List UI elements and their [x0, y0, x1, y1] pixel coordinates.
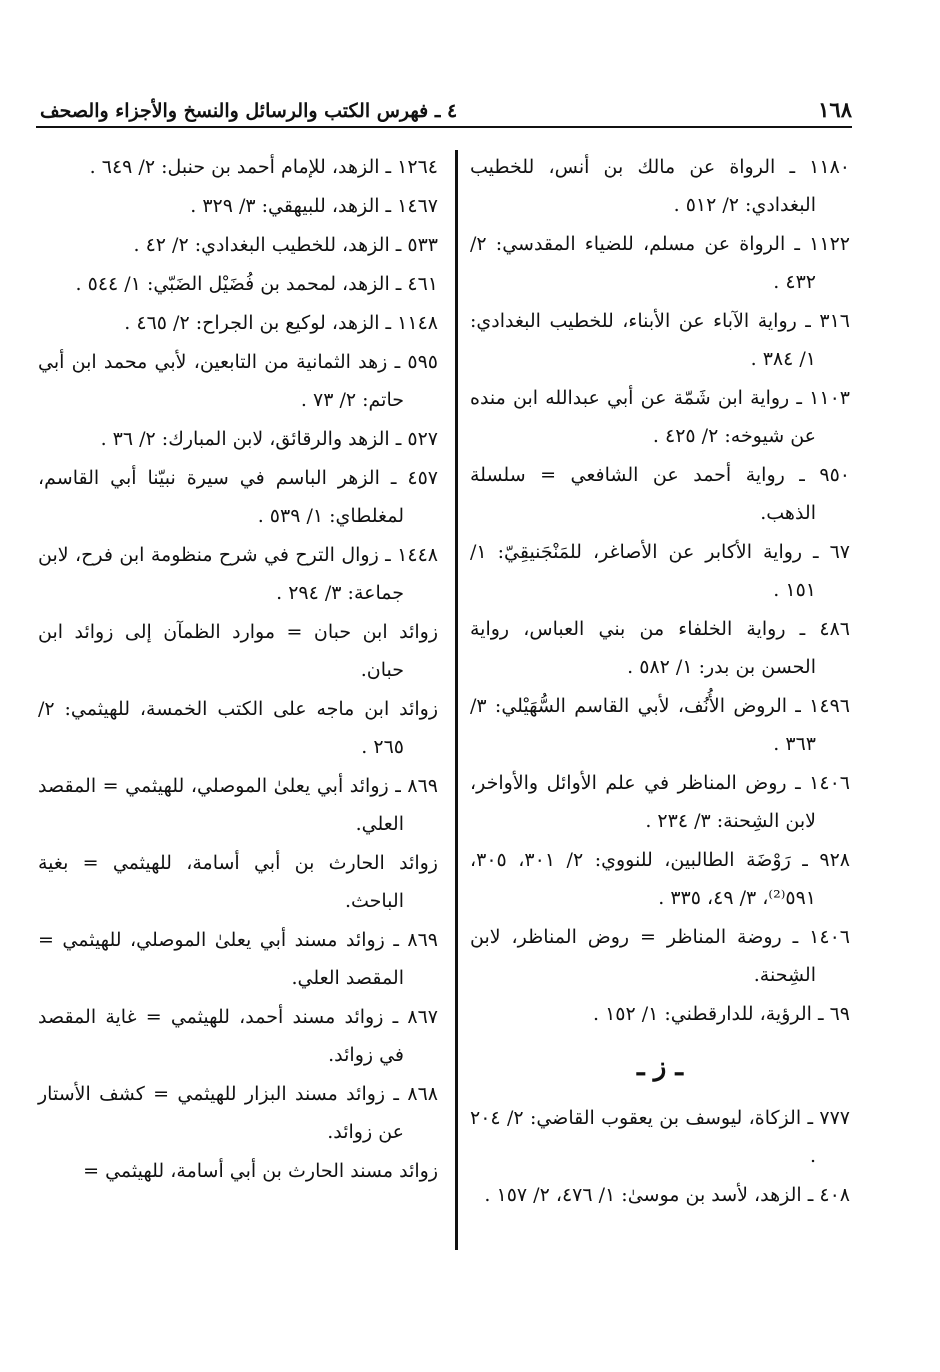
- section-heading-zay: ـ ز ـ: [637, 1052, 683, 1082]
- running-title: ٤ ـ فهرس الكتب والرسائل والنسخ والأجزاء والصحف: [40, 100, 458, 122]
- index-entry: ٤٨٦ ـ رواية الخلفاء من بني العباس، رواية الحسن بن بدر: ١/ ٥٨٢ .: [470, 618, 850, 678]
- index-entry: ١٤٠٦ ـ روض المناظر في علم الأوائل والأواخر، لابن الشِحنة: ٣/ ٢٣٤ .: [470, 772, 850, 832]
- index-entry: ٦٩ ـ الرؤية، للدارقطني: ١/ ١٥٢ .: [592, 1003, 850, 1025]
- right-entries-after: [470, 1099, 850, 1214]
- index-entry: ١١٤٨ ـ الزهد، لوكيع بن الجراح: ٢/ ٤٦٥ .: [124, 312, 438, 334]
- index-entry: زوائد الحارث بن أبي أسامة، للهيثمي = بغية الباحث.: [38, 852, 438, 912]
- index-entry: ٤٠٨ ـ الزهد، لأسد بن موسىٰ: ١/ ٤٧٦، ٢/ ١٥٧ .: [484, 1184, 850, 1206]
- index-entry: ٤٥٧ ـ الزهر الباسم في سيرة نبيّنا أبي القاسم، لمغلطاي: ١/ ٥٣٩ .: [38, 467, 438, 527]
- index-entry: ١١٠٣ ـ رواية ابن شَمّة عن أبي عبدالله ابن منده عن شيوخه: ٢/ ٤٢٥ .: [470, 387, 850, 447]
- index-entry: ٦٧ ـ رواية الأكابر عن الأصاغر، للمَنْجَنيقِيّ: ١/ ١٥١ .: [470, 541, 850, 601]
- column-divider: [455, 150, 458, 1250]
- index-entry: ٨٦٩ ـ زوائد أبي يعلىٰ الموصلي، للهيثمي = المقصد العلي.: [38, 775, 438, 835]
- index-entry: ٥٢٧ ـ الزهد والرقائق، لابن المبارك: ٢/ ٣٦ .: [100, 428, 438, 450]
- page-number: ١٦٨: [818, 97, 852, 122]
- index-entry: ١١٨٠ ـ الرواة عن مالك بن أنس، للخطيب البغدادي: ٢/ ٥١٢ .: [470, 156, 850, 216]
- index-entry: زوائد مسند الحارث بن أبي أسامة، للهيثمي =: [83, 1160, 438, 1182]
- index-entry: ١٢٦٤ ـ الزهد، للإمام أحمد بن حنبل: ٢/ ٦٤٩ .: [89, 156, 438, 178]
- index-entry: ٤٦١ ـ الزهد، لمحمد بن فُضَيْل الضَبّي: ١/ ٥٤٤ .: [75, 273, 438, 295]
- running-header: [40, 88, 852, 122]
- index-entry: ٨٦٩ ـ زوائد مسند أبي يعلىٰ الموصلي، للهيثمي = المقصد العلي.: [38, 929, 438, 989]
- index-entry: ٨٦٧ ـ زوائد مسند أحمد، للهيثمي = غاية المقصد في زوائد.: [38, 1006, 438, 1066]
- index-entry: ٥٣٣ ـ الزهد، للخطيب البغدادي: ٢/ ٤٢ .: [133, 234, 438, 256]
- header-rule: [36, 126, 852, 128]
- index-entry: ٥٩٥ ـ زهد الثمانية من التابعين، لأبي محمد ابن أبي حاتم: ٢/ ٧٣ .: [38, 351, 438, 411]
- right-entries-before: [470, 148, 850, 1033]
- right-column: [470, 148, 850, 1215]
- index-entry: ١٤٦٧ ـ الزهد، للبيهقي: ٣/ ٣٢٩ .: [190, 195, 438, 217]
- index-entry: ٨٦٨ ـ زوائد مسند البزار للهيثمي = كشف الأستار عن زوائد.: [38, 1083, 438, 1143]
- index-entry: ١٤٠٦ ـ روضة المناظر = روض المناظر، لابن الشِحنة.: [470, 926, 850, 986]
- index-entry: ١٤٩٦ ـ الروض الأُنُف، لأبي القاسم السُّهَيْلي: ٣/ ٣٦٣ .: [470, 695, 850, 755]
- index-entry: ١١٢٢ ـ الرواة عن مسلم، للضياء المقدسي: ٢/ ٤٣٢ .: [470, 233, 850, 293]
- index-entry: زوائد ابن حبان = موارد الظمآن إلى زوائد ابن حبان.: [38, 621, 438, 681]
- index-entry: ٩٢٨ ـ رَوْضَة الطالبين، للنووي: ٢/ ٣٠١، ٣٠٥، ٥٩١⁽²⁾، ٣/ ٤٩، ٣٣٥ .: [470, 849, 850, 909]
- index-entry: ١٤٤٨ ـ زوال الترح في شرح منظومة ابن فرح، لابن جماعة: ٣/ ٢٩٤ .: [38, 544, 438, 604]
- index-entry: زوائد ابن ماجه على الكتب الخمسة، للهيثمي: ٢/ ٢٦٥ .: [38, 698, 438, 758]
- index-entry: ٩٥٠ ـ رواية أحمد عن الشافعي = سلسلة الذهب.: [470, 464, 850, 524]
- index-entry: ٧٧٧ ـ الزكاة، ليوسف بن يعقوب القاضي: ٢/ ٢٠٤ .: [470, 1107, 850, 1167]
- index-entry: ٣١٦ ـ رواية الآباء عن الأبناء، للخطيب البغدادي: ١/ ٣٨٤ .: [470, 310, 850, 370]
- left-column: [38, 148, 438, 1191]
